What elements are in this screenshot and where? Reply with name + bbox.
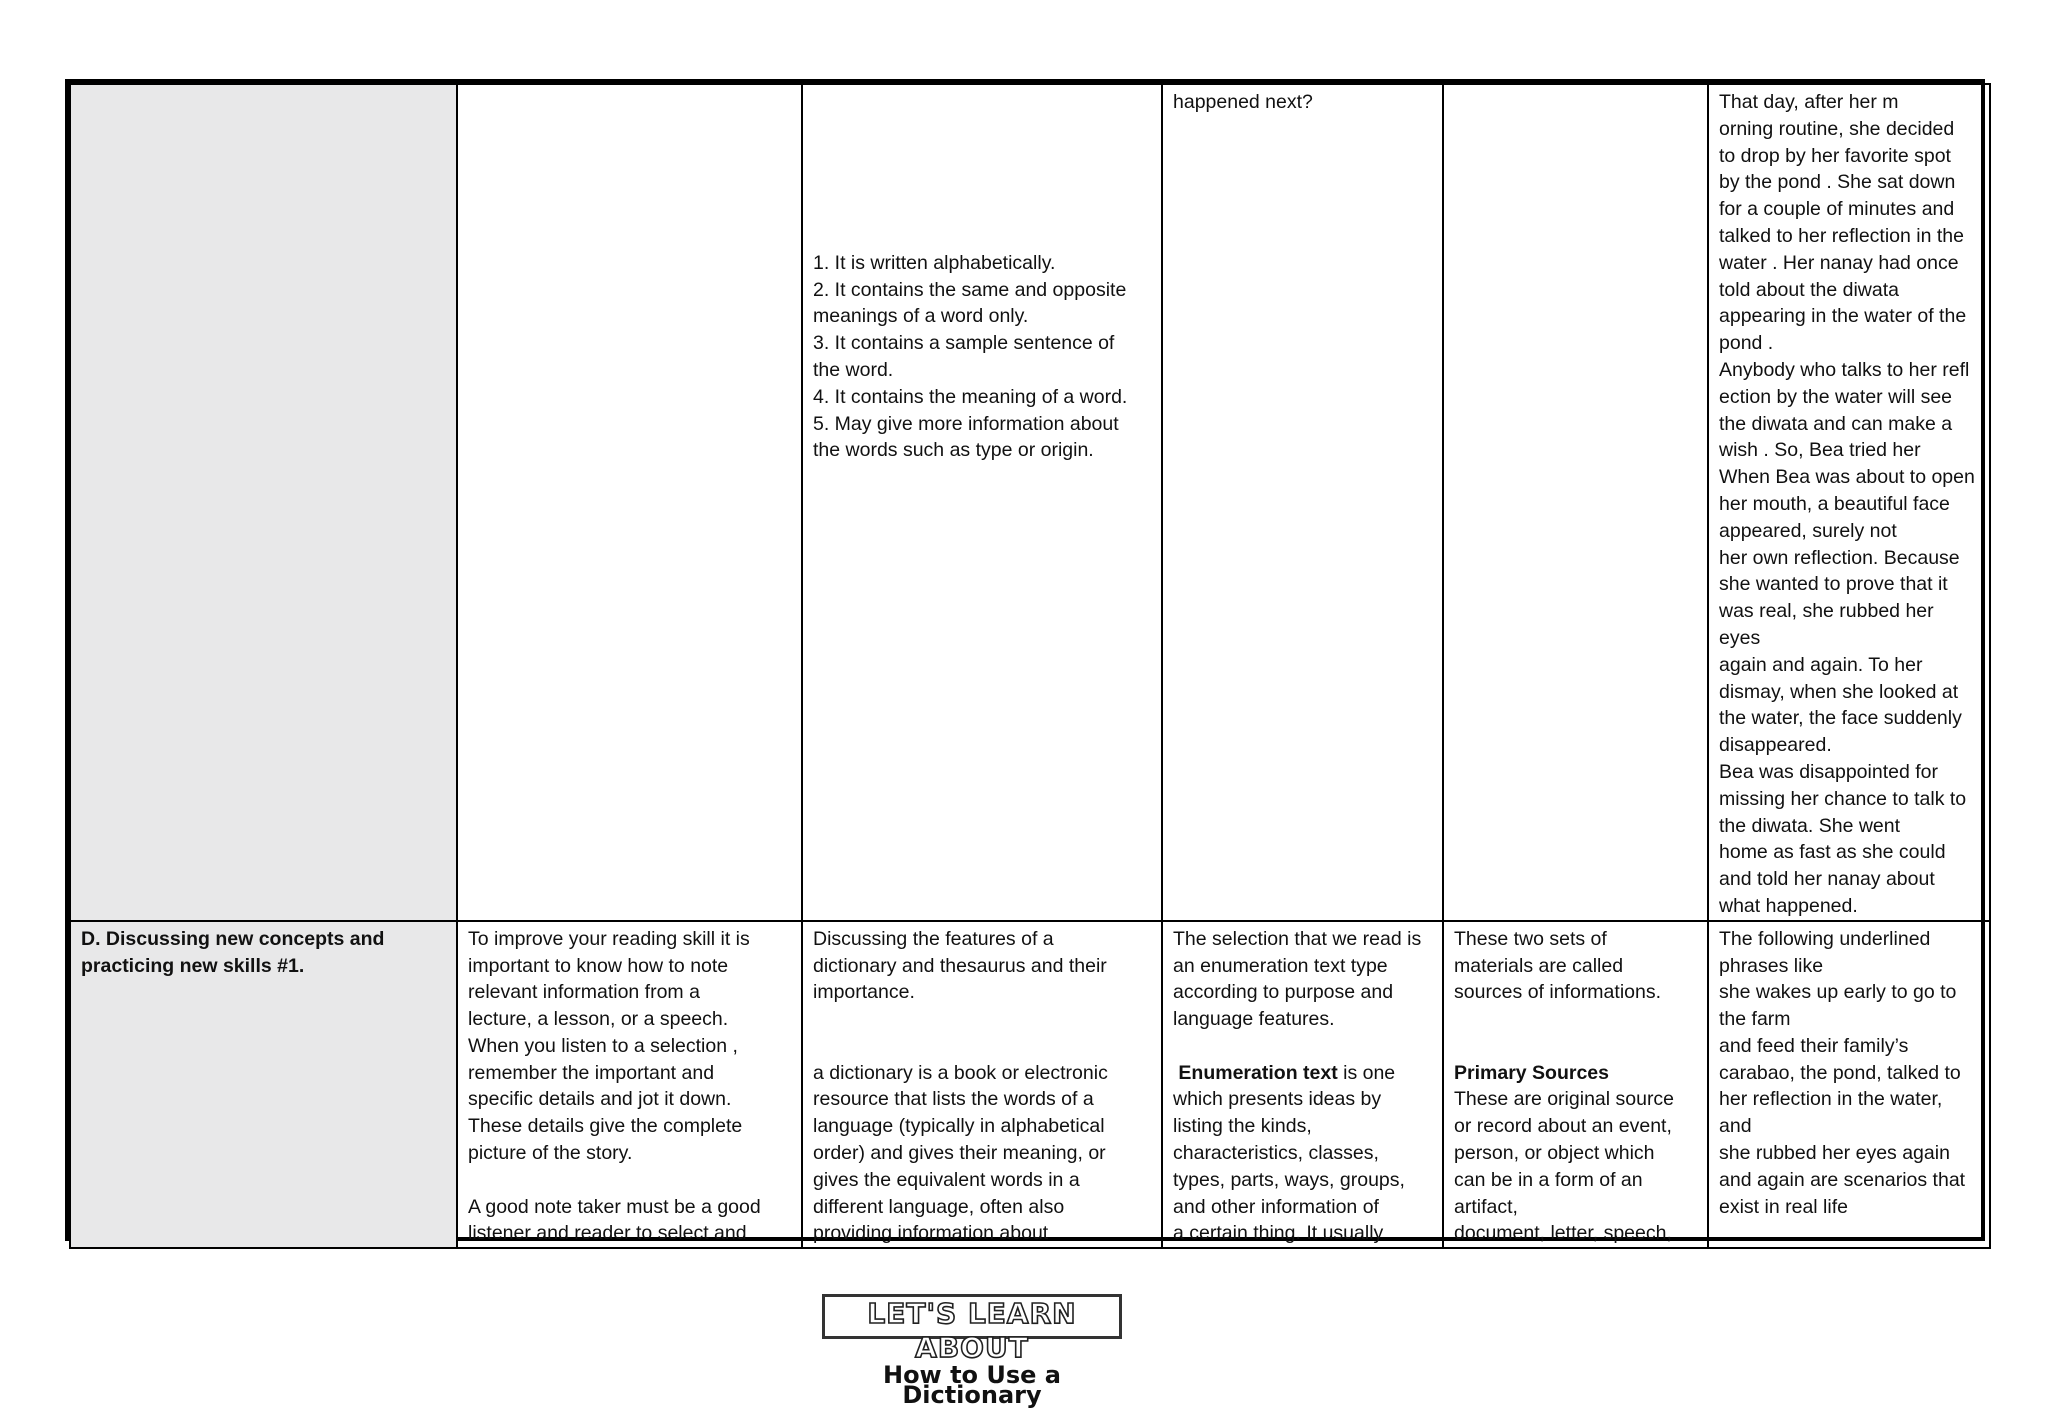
row1-col3-cell [1162,84,1443,921]
dictionary-statement-line [813,143,1151,170]
story-line: the water, the face suddenly [1719,707,1962,730]
primary-sources-line: These are original source [1454,1088,1675,1111]
dictionary-statement-line: the words such as type or origin. [813,439,1094,462]
story-line: and told her nanay about [1719,868,1935,891]
story-line: what happened. [1719,894,1858,917]
dictionary-statement-line: 4. It contains the meaning of a word. [813,385,1128,408]
logo-bottom-text: How to Use a Dictionary [882,1361,1062,1409]
story-line: she wanted to prove that it [1719,573,1948,596]
story-line: Bea was disappointed for [1719,760,1938,783]
story-line: dismay, when she looked at [1719,680,1959,703]
logo-top-text: LET'S LEARN ABOUT [867,1297,1077,1364]
dictionary-definition-line: importance. [813,981,915,1004]
primary-sources-line: document, letter, speech, [1454,1222,1672,1245]
enumeration-body-line: which presents ideas by [1173,1088,1382,1111]
enumeration-body-line: and other information of [1173,1195,1379,1218]
dictionary-definition-line: providing information about [813,1222,1049,1245]
dictionary-statement-line: the word. [813,358,894,381]
story-line: home as fast as she could [1719,841,1946,864]
dictionary-definition-line: order) and gives their meaning, or [813,1142,1106,1165]
enumeration-body-line: types, parts, ways, groups, [1173,1168,1405,1191]
row-label-line: D. Discussing new concepts and [81,927,385,950]
story-line: by the pond . She sat down [1719,171,1956,194]
sources-intro-line [1454,1033,1697,1060]
story-line: her mouth, a beautiful face [1719,492,1950,515]
lets-learn-about-logo [822,1294,1122,1409]
story-line: her own reflection. Because [1719,546,1960,569]
sources-intro-line: These two sets of [1454,927,1607,950]
row1-col5-cell [1708,84,1990,921]
scenario-line: phrases like [1719,954,1824,977]
note-taking-line: listener and reader to select and [468,1222,747,1245]
dictionary-definition-line: different language, often also [813,1195,1065,1218]
story-line: disappeared. [1719,734,1832,757]
note-taking-line: A good note taker must be a good [468,1195,761,1218]
row2-col5-cell [1708,921,1990,1249]
note-taking-line: To improve your reading skill it is [468,927,750,950]
enumeration-intro-line: an enumeration text type [1173,954,1388,977]
row2-col1-cell [457,921,802,1249]
note-taking-line: specific details and jot it down. [468,1088,732,1111]
enumeration-text-rest: is one [1337,1061,1396,1084]
scenario-line: and [1719,1115,1752,1138]
row-label-cell-empty [70,84,457,921]
dictionary-statement-line [813,223,1151,250]
lesson-plan-table [65,79,1985,1245]
story-line: the diwata and can make a [1719,412,1953,435]
enumeration-text-line [1173,1060,1432,1087]
sources-intro-line: sources of informations. [1454,981,1662,1004]
dictionary-statement-line [813,116,1151,143]
dictionary-definition-line [813,1033,1151,1060]
scenario-line: carabao, the pond, talked to [1719,1061,1961,1084]
story-line: eyes [1719,626,1761,649]
dictionary-definition-line: Discussing the features of a [813,927,1054,950]
dictionary-definition-line: language (typically in alphabetical [813,1115,1105,1138]
story-line: Anybody who talks to her refl [1719,358,1970,381]
enumeration-body-line: listing the kinds, [1173,1115,1312,1138]
scenario-line: the farm [1719,1008,1791,1031]
primary-sources-line: can be in a form of an [1454,1168,1643,1191]
scenario-line: she wakes up early to go to [1719,981,1957,1004]
enumeration-intro-line: language features. [1173,1008,1335,1031]
story-line: to drop by her favorite spot [1719,144,1951,167]
enumeration-intro-line: according to purpose and [1173,981,1394,1004]
story-line: wish . So, Bea tried her [1719,439,1921,462]
dictionary-statement-line: 2. It contains the same and opposite [813,278,1127,301]
story-line: talked to her reflection in the [1719,224,1964,247]
sources-intro-line: materials are called [1454,954,1624,977]
primary-sources-line: artifact, [1454,1195,1518,1218]
enumeration-intro-line [1173,1033,1432,1060]
dictionary-definition-line: gives the equivalent words in a [813,1168,1080,1191]
dictionary-definition-line: dictionary and thesaurus and their [813,954,1107,977]
dictionary-statement-line: 1. It is written alphabetically. [813,251,1056,274]
note-taking-line: When you listen to a selection , [468,1034,738,1057]
note-taking-line [468,1167,791,1194]
note-taking-line: These details give the complete [468,1115,743,1138]
primary-sources-heading: Primary Sources [1454,1061,1610,1084]
dictionary-statement-line: 5. May give more information about [813,412,1119,435]
dictionary-statement-line [813,169,1151,196]
story-line: appeared, surely not [1719,519,1897,542]
dictionary-statement-line: 3. It contains a sample sentence of [813,332,1115,355]
story-line: When Bea was about to open [1719,466,1975,489]
dictionary-statement-line [813,196,1151,223]
story-line: was real, she rubbed her [1719,600,1934,623]
note-taking-line: remember the important and [468,1061,715,1084]
story-line: appearing in the water of the [1719,305,1967,328]
primary-sources-line: person, or object which [1454,1142,1655,1165]
scenario-line: and feed their family’s [1719,1034,1909,1057]
dictionary-definition-line: a dictionary is a book or electronic [813,1061,1108,1084]
story-line: pond . [1719,332,1774,355]
scenario-line: her reflection in the water, [1719,1088,1943,1111]
row-label-cell [70,921,457,1249]
row1-col1-cell [457,84,802,921]
sources-intro-line [1454,1006,1697,1033]
enumeration-intro-line: The selection that we read is [1173,927,1422,950]
story-line: for a couple of minutes and [1719,198,1955,221]
scenario-line: she rubbed her eyes again [1719,1142,1950,1165]
note-taking-line: lecture, a lesson, or a speech. [468,1008,729,1031]
row2-col2-cell [802,921,1162,1249]
row2-col3-cell [1162,921,1443,1249]
enumeration-body-line: a certain thing. It usually [1173,1222,1384,1245]
dictionary-statement-line: meanings of a word only. [813,305,1029,328]
story-line: the diwata. She went [1719,814,1901,837]
enumeration-text-term: Enumeration text [1173,1061,1338,1084]
table-row-discussing [70,921,1990,1249]
story-line: water . Her nanay had once [1719,251,1959,274]
row2-col4-cell [1443,921,1708,1249]
story-line: missing her chance to talk to [1719,787,1967,810]
dictionary-definition-line: resource that lists the words of a [813,1088,1094,1111]
note-taking-line: important to know how to note [468,954,729,977]
row1-col3-text: happened next? [1173,91,1313,113]
story-line: ection by the water will see [1719,385,1953,408]
dictionary-statement-line [813,89,1151,116]
table-row-continuation [70,84,1990,921]
enumeration-body-line: characteristics, classes, [1173,1142,1379,1165]
story-line: orning routine, she decided [1719,117,1955,140]
story-line: That day, after her m [1719,91,1899,113]
scenario-line: and again are scenarios that [1719,1168,1966,1191]
row-label-line: practicing new skills #1. [81,954,305,977]
row1-col4-cell [1443,84,1708,921]
note-taking-line: relevant information from a [468,981,700,1004]
story-line: told about the diwata [1719,278,1899,301]
scenario-line: exist in real life [1719,1195,1848,1218]
story-line: again and again. To her [1719,653,1923,676]
dictionary-definition-line [813,1006,1151,1033]
row1-col2-cell [802,84,1162,921]
note-taking-line: picture of the story. [468,1142,633,1165]
scenario-line: The following underlined [1719,927,1931,950]
primary-sources-line: or record about an event, [1454,1115,1672,1138]
row-label-text [81,926,446,980]
